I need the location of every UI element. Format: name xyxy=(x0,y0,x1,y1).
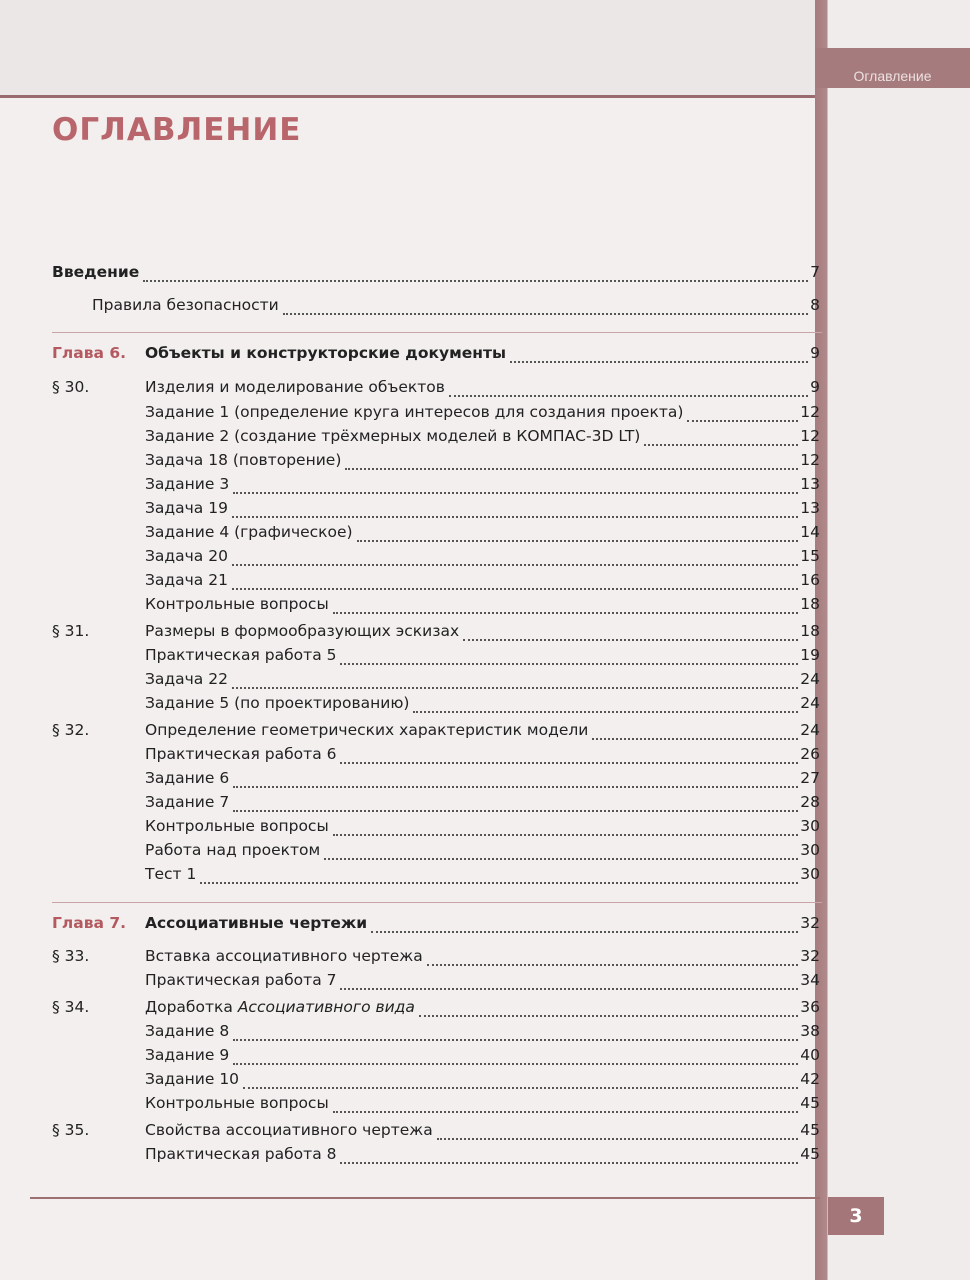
dot-leader xyxy=(371,930,798,933)
dot-leader xyxy=(592,737,798,740)
dot-leader xyxy=(232,686,798,689)
section-label: § 30. xyxy=(52,378,90,396)
toc-item-title: Задание 7 xyxy=(145,793,230,811)
toc-page: 14 xyxy=(800,523,820,541)
dot-leader xyxy=(687,419,798,422)
dot-leader xyxy=(243,1086,798,1089)
toc-page: 38 xyxy=(800,1022,820,1040)
dot-leader xyxy=(200,881,798,884)
toc-item[interactable] xyxy=(145,1094,820,1118)
dot-leader xyxy=(232,563,798,566)
toc-chapter-6[interactable] xyxy=(52,344,820,368)
toc-item[interactable] xyxy=(145,841,820,865)
toc-section-33[interactable] xyxy=(52,947,820,971)
toc-item-title: Контрольные вопросы xyxy=(145,1094,329,1112)
toc-item-title: Задача 22 xyxy=(145,670,228,688)
toc-page: 45 xyxy=(800,1121,820,1139)
toc-page: 27 xyxy=(800,769,820,787)
toc-page: 12 xyxy=(800,403,820,421)
dot-leader xyxy=(333,833,799,836)
footer-rule xyxy=(30,1197,820,1199)
dot-leader xyxy=(233,809,798,812)
toc-page: 18 xyxy=(800,622,820,640)
toc-page: 45 xyxy=(800,1094,820,1112)
toc-item[interactable] xyxy=(145,694,820,718)
toc-item[interactable] xyxy=(145,403,820,427)
toc-page: 9 xyxy=(810,344,820,362)
toc-page: 24 xyxy=(800,721,820,739)
toc-page: 34 xyxy=(800,971,820,989)
toc-page: 12 xyxy=(800,427,820,445)
toc-page: 16 xyxy=(800,571,820,589)
dot-leader xyxy=(340,987,798,990)
toc-page: 28 xyxy=(800,793,820,811)
toc-item-title: Правила безопасности xyxy=(92,296,279,314)
section-label: § 35. xyxy=(52,1121,90,1139)
toc-item-title: Задание 9 xyxy=(145,1046,230,1064)
dot-leader xyxy=(233,785,798,788)
page-title: ОГЛАВЛЕНИЕ xyxy=(52,112,302,148)
toc-section-30[interactable] xyxy=(52,378,820,402)
toc-page: 12 xyxy=(800,451,820,469)
toc-item[interactable] xyxy=(145,793,820,817)
toc-item-title: Практическая работа 6 xyxy=(145,745,337,763)
toc-item-title: Задание 5 (по проектированию) xyxy=(145,694,410,712)
toc-item[interactable] xyxy=(145,769,820,793)
toc-item[interactable] xyxy=(145,547,820,571)
toc-item-title: Тест 1 xyxy=(145,865,197,883)
toc-item[interactable] xyxy=(145,427,820,451)
dot-leader xyxy=(449,394,808,397)
toc-item-title: Практическая работа 8 xyxy=(145,1145,337,1163)
section-title: Определение геометрических характеристик модели xyxy=(145,721,589,739)
toc-page: 24 xyxy=(800,670,820,688)
section-title-text: Доработка xyxy=(145,998,233,1016)
toc-page: 30 xyxy=(800,841,820,859)
toc-item[interactable] xyxy=(145,670,820,694)
toc-section-32[interactable] xyxy=(52,721,820,745)
toc-page: 32 xyxy=(800,914,820,932)
toc-page: 30 xyxy=(800,865,820,883)
toc-page: 36 xyxy=(800,998,820,1016)
toc-page: 8 xyxy=(810,296,820,314)
dot-leader xyxy=(233,1062,798,1065)
toc-item[interactable] xyxy=(145,865,820,889)
toc-item[interactable] xyxy=(145,1145,820,1169)
toc-item[interactable] xyxy=(145,1022,820,1046)
section-title-italic: Ассоциативного вида xyxy=(237,998,415,1016)
toc-page: 42 xyxy=(800,1070,820,1088)
section-label: § 32. xyxy=(52,721,90,739)
chapter-label: Глава 6. xyxy=(52,344,127,362)
toc-section-34[interactable] xyxy=(52,998,820,1022)
dot-leader xyxy=(232,515,798,518)
toc-item-title: Задача 19 xyxy=(145,499,228,517)
toc-item-title: Задача 18 (повторение) xyxy=(145,451,342,469)
dot-leader xyxy=(427,963,799,966)
dot-leader xyxy=(143,279,808,282)
dot-leader xyxy=(340,1161,798,1164)
toc-page: 45 xyxy=(800,1145,820,1163)
dot-leader xyxy=(463,638,798,641)
toc-page: 18 xyxy=(800,595,820,613)
toc-item[interactable] xyxy=(145,1070,820,1094)
toc-item-title: Задание 4 (графическое) xyxy=(145,523,353,541)
toc-item-title: Задача 21 xyxy=(145,571,228,589)
toc-page: 13 xyxy=(800,499,820,517)
toc-item-title: Контрольные вопросы xyxy=(145,595,329,613)
dot-leader xyxy=(233,1038,798,1041)
toc-item-title: Практическая работа 7 xyxy=(145,971,337,989)
dot-leader xyxy=(232,587,798,590)
toc-item-title: Задание 10 xyxy=(145,1070,240,1088)
toc-item-title: Задание 3 xyxy=(145,475,230,493)
toc-page: 32 xyxy=(800,947,820,965)
dot-leader xyxy=(644,443,798,446)
dot-leader xyxy=(357,539,799,542)
toc-item-title: Практическая работа 5 xyxy=(145,646,337,664)
toc-item-title: Контрольные вопросы xyxy=(145,817,329,835)
section-title: Размеры в формообразующих эскизах xyxy=(145,622,460,640)
dot-leader xyxy=(340,662,798,665)
top-band xyxy=(0,0,815,98)
toc-section-35[interactable] xyxy=(52,1121,820,1145)
toc-page: 24 xyxy=(800,694,820,712)
toc-item[interactable] xyxy=(145,499,820,523)
toc-item[interactable] xyxy=(145,475,820,499)
toc-item[interactable] xyxy=(145,595,820,619)
separator xyxy=(52,332,822,333)
toc-intro[interactable] xyxy=(52,263,820,287)
running-head: Оглавление xyxy=(815,48,970,88)
toc-item-title: Задание 2 (создание трёхмерных моделей в КОМПАС-3D LT) xyxy=(145,427,641,445)
toc-item[interactable] xyxy=(145,817,820,841)
toc-item[interactable] xyxy=(145,1046,820,1070)
toc-page: 9 xyxy=(810,378,820,396)
dot-leader xyxy=(437,1137,799,1140)
dot-leader xyxy=(419,1014,798,1017)
dot-leader xyxy=(233,491,798,494)
toc-intro-title: Введение xyxy=(52,263,140,281)
section-title: Свойства ассоциативного чертежа xyxy=(145,1121,433,1139)
dot-leader xyxy=(340,761,798,764)
toc-page: 15 xyxy=(800,547,820,565)
dot-leader xyxy=(324,857,798,860)
section-title: Вставка ассоциативного чертежа xyxy=(145,947,423,965)
toc-item[interactable] xyxy=(145,523,820,547)
toc-item[interactable] xyxy=(145,451,820,475)
dot-leader xyxy=(345,467,798,470)
section-label: § 31. xyxy=(52,622,90,640)
section-label: § 34. xyxy=(52,998,90,1016)
section-title xyxy=(145,998,415,1016)
dot-leader xyxy=(283,312,808,315)
page-number: 3 xyxy=(828,1197,884,1235)
toc-item-title: Задание 1 (определение круга интересов для создания проекта) xyxy=(145,403,684,421)
toc-item-title: Работа над проектом xyxy=(145,841,321,859)
toc-item[interactable] xyxy=(92,296,820,320)
chapter-label: Глава 7. xyxy=(52,914,127,932)
dot-leader xyxy=(333,611,799,614)
section-label: § 33. xyxy=(52,947,90,965)
toc-item-title: Задание 6 xyxy=(145,769,230,787)
toc-section-31[interactable] xyxy=(52,622,820,646)
toc-item[interactable] xyxy=(145,745,820,769)
toc-item[interactable] xyxy=(145,571,820,595)
toc-page: 40 xyxy=(800,1046,820,1064)
toc-page: 30 xyxy=(800,817,820,835)
chapter-title: Объекты и конструкторские документы xyxy=(145,344,506,362)
toc-page: 13 xyxy=(800,475,820,493)
right-margin-band xyxy=(815,0,970,1280)
toc-item[interactable] xyxy=(145,971,820,995)
dot-leader xyxy=(413,710,798,713)
toc-item-title: Задание 8 xyxy=(145,1022,230,1040)
toc-item[interactable] xyxy=(145,646,820,670)
toc-page: 7 xyxy=(810,263,820,281)
separator xyxy=(52,902,822,903)
toc-page: 19 xyxy=(800,646,820,664)
dot-leader xyxy=(333,1110,799,1113)
dot-leader xyxy=(510,360,808,363)
toc-page: 26 xyxy=(800,745,820,763)
section-title: Изделия и моделирование объектов xyxy=(145,378,445,396)
chapter-title: Ассоциативные чертежи xyxy=(145,914,368,932)
toc-item-title: Задача 20 xyxy=(145,547,228,565)
toc-chapter-7[interactable] xyxy=(52,914,820,938)
